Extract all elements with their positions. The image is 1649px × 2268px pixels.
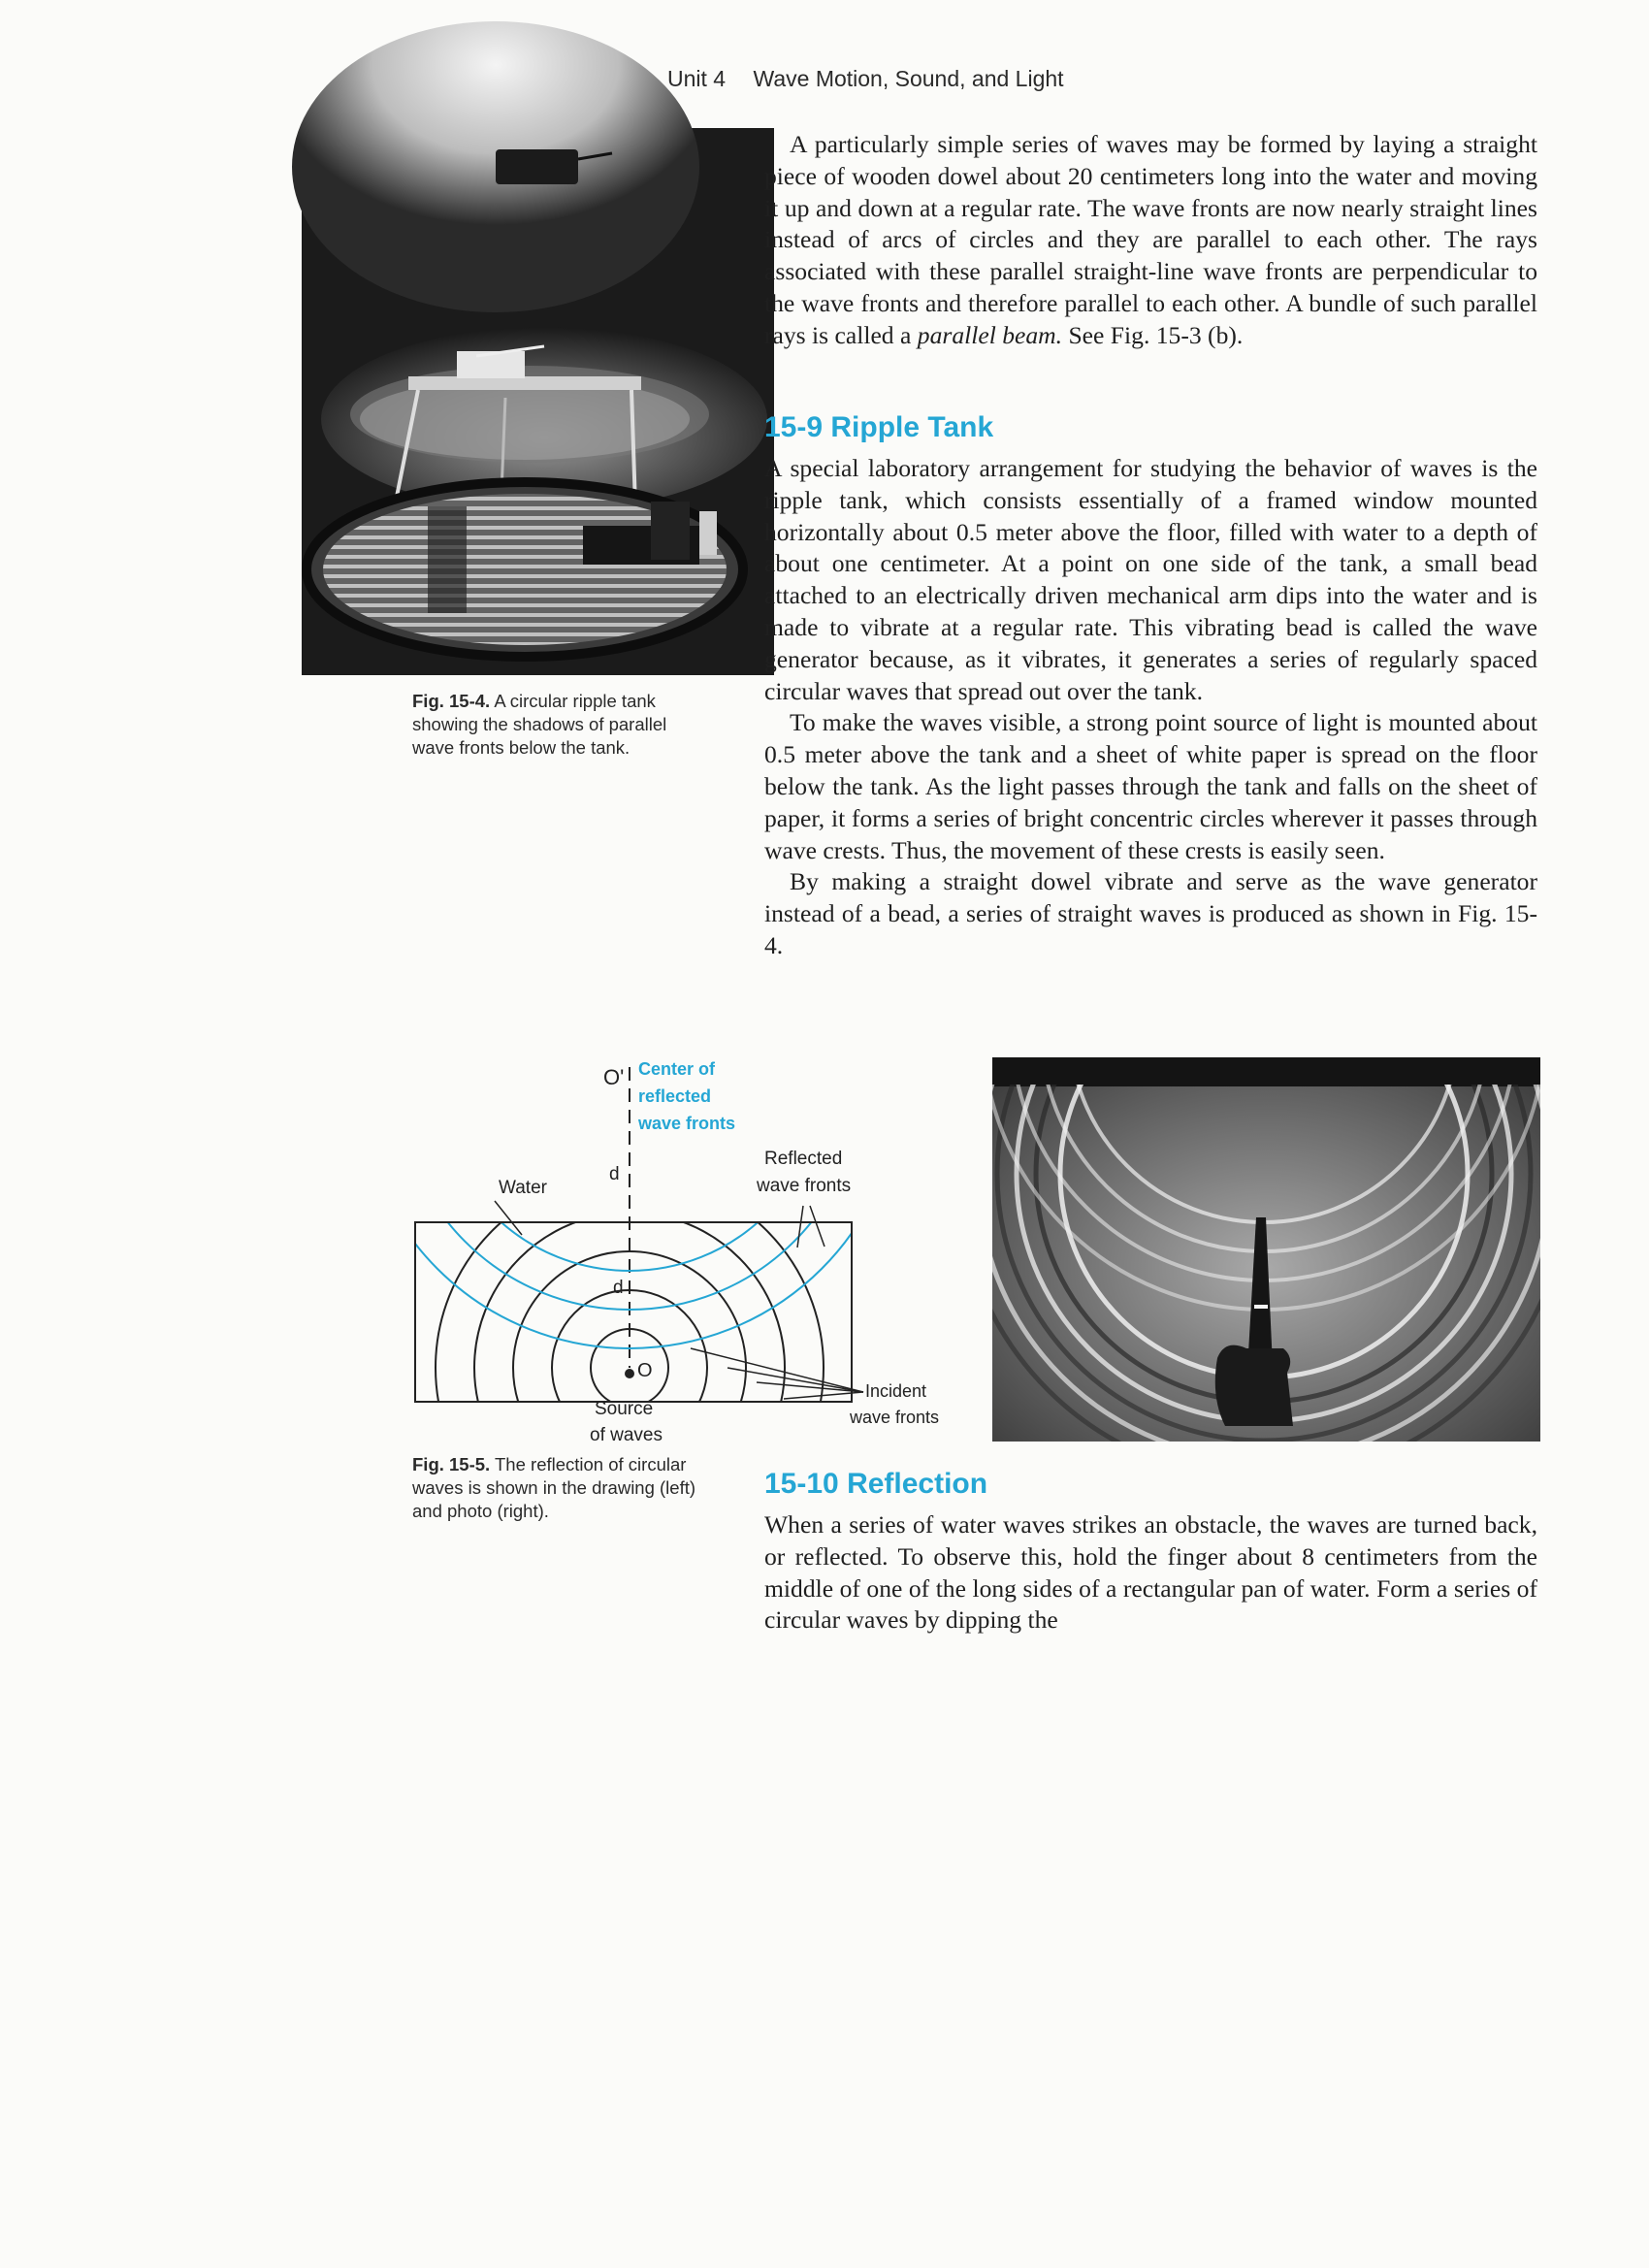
label-o: O (637, 1360, 653, 1381)
label-o-prime: O' (603, 1065, 625, 1089)
fig-15-5-text: The reflection of circular waves is shown in the drawing (left) and photo (right). (412, 1454, 696, 1521)
unit-title: Wave Motion, Sound, and Light (753, 66, 1064, 91)
intro-text-1: A particularly simple series of waves may be formed by laying a straight piece of wooden dowel about 20 centimeters long into the water and moving it up and down at a regular rate. The wave fronts are now nearly straight lines instead of arcs of circles and they are parallel to each other. The rays associated with these parallel straight-line wave fronts are perpendicular to the wave fronts and therefore parallel to each other. A bundle of such parallel rays is called a (764, 130, 1537, 349)
fig-15-5-caption (412, 1453, 708, 1523)
unit-label: Unit 4 (667, 66, 727, 91)
ripple-tank-photo (302, 128, 774, 675)
label-incident-1: Incident (865, 1381, 927, 1401)
paragraph-reflection: When a series of water waves strikes an obstacle, the waves are turned back, or reflected. To observe this, hold the finger about 8 centimeters from the middle of one of the long sides of a rectangular pan of water. Form a series of circular waves by dipping the (764, 1510, 1537, 1635)
label-center-1: Center of (638, 1059, 716, 1079)
intro-term: parallel beam. (917, 320, 1063, 349)
heading-15-10: 15-10 Reflection (764, 1468, 988, 1500)
label-water: Water (499, 1178, 547, 1198)
fig-15-4-text: A circular ripple tank showing the shadows of parallel wave fronts below the tank. (412, 691, 667, 758)
label-source-2: of waves (590, 1425, 663, 1445)
section-15-10-body (764, 1509, 1537, 1636)
heading-15-9: 15-9 Ripple Tank (764, 411, 994, 443)
label-incident-2: wave fronts (850, 1408, 940, 1427)
running-header (667, 66, 1064, 92)
label-reflected-2: wave fronts (757, 1176, 852, 1196)
label-d-upper: d (609, 1164, 620, 1184)
paragraph-ripple-tank: A special laboratory arrangement for studying the behavior of waves is the ripple tank, which consists essentially of a framed window mounted horizontally about 0.5 meter above the floor, filled with water to a depth of about one centimeter. At a point on one side of the tank, a small bead attached to an electrically driven mechanical arm dips into the water and is made to vibrate at a regular rate. This vibrating bead is called the wave generator because, as it vibrates, it generates a series of regularly spaced circular waves that spread out over the tank. (764, 454, 1537, 705)
paragraph-straight-dowel: By making a straight dowel vibrate and serve as the wave generator instead of a bead, a series of straight waves is produced as shown in Fig. 15-4. (764, 867, 1537, 959)
label-center-2: reflected (638, 1086, 712, 1106)
fig-15-4-label: Fig. 15-4. (412, 691, 491, 711)
fig-15-4-caption (412, 690, 713, 760)
paragraph-waves-visible: To make the waves visible, a strong point source of light is mounted about 0.5 meter above the tank and a sheet of white paper is spread on the floor below the tank. As the light passes through the tank and falls on the sheet of paper, it forms a series of bright concentric circles wherever it passes through wave crests. Thus, the movement of these crests is easily seen. (764, 708, 1537, 864)
fig-15-5-label: Fig. 15-5. (412, 1454, 491, 1474)
section-15-9-body (764, 453, 1537, 962)
intro-paragraph (764, 129, 1537, 352)
reflection-diagram (398, 1048, 940, 1455)
label-center-3: wave fronts (638, 1114, 736, 1133)
label-reflected-1: Reflected (764, 1149, 843, 1169)
intro-text-2: See Fig. 15-3 (b). (1062, 320, 1244, 349)
label-d-lower: d (613, 1278, 624, 1298)
reflection-photo (992, 1057, 1540, 1442)
label-source-1: Source (595, 1399, 654, 1419)
